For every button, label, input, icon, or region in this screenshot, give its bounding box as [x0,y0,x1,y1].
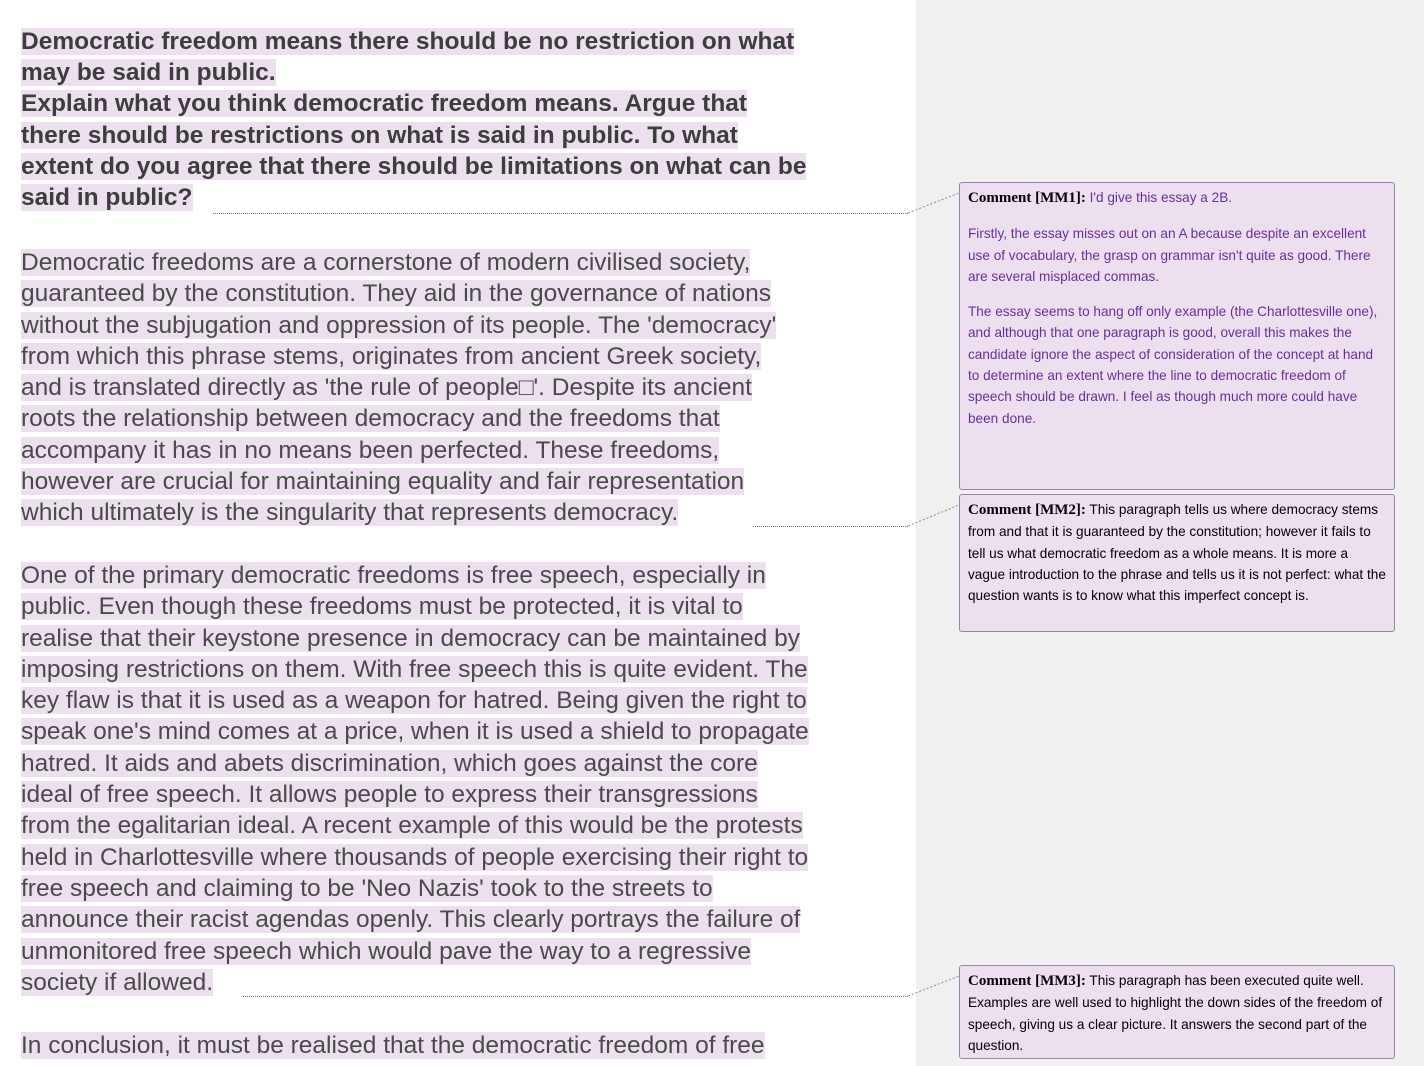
comment-mm2[interactable] [959,494,1395,632]
question-line: there should be restrictions on what is said in public. To what [21,121,738,149]
comment-anchor-line [213,213,908,214]
essay-paragraph-1[interactable] [21,247,906,529]
paragraph-line: public. Even though these freedoms must be protected, it is vital to [21,593,743,621]
comment-text: This paragraph tells us where democracy stems from and that it is guaranteed by the constitution; however it fails to tell us what democratic freedom as a whole means. It is more a vague introduction to the phrase and tells us it is not perfect: what the question wants is to know what this imperfect concept is. [968,502,1386,604]
paragraph-line: key flaw is that it is used as a weapon for hatred. Being given the right to [21,687,807,715]
paragraph-line: from which this phrase stems, originates from ancient Greek society, [21,342,762,370]
paragraph-line: however are crucial for maintaining equality and fair representation [21,468,745,496]
paragraph-line: ideal of free speech. It allows people to express their transgressions [21,781,758,809]
comment-anchor-line [243,996,908,997]
paragraph-line: and is translated directly as 'the rule of people□'. Despite its ancient [21,374,752,402]
paragraph-line: from the egalitarian ideal. A recent example of this would be the protests [21,812,803,840]
question-line: Democratic freedom means there should be no restriction on what [21,28,795,55]
paragraph-line: announce their racist agendas openly. This clearly portrays the failure of [21,906,801,934]
comment-text: Firstly, the essay misses out on an A because despite an excellent use of vocabulary, the grasp on grammar isn't quite as good. There are several misplaced commas. [968,226,1371,284]
paragraph-line: One of the primary democratic freedoms is free speech, especially in [21,562,766,589]
paragraph-line: free speech and claiming to be 'Neo Nazis' took to the streets to [21,874,713,902]
comment-text: This paragraph has been executed quite well. Examples are well used to highlight the down sides of the freedom of speech, giving us a clear picture. It answers the second part of the question. [968,973,1383,1053]
paragraph-line: unmonitored free speech which would pave the way to a regressive [21,937,751,965]
essay-paragraph-2[interactable] [21,560,906,998]
comment-mm3[interactable] [959,965,1395,1059]
essay-paragraph-3[interactable] [21,1030,906,1061]
question-line: may be said in public. [21,59,276,87]
paragraph-line: guaranteed by the constitution. They aid in the governance of nations [21,280,772,308]
paragraph-line: which ultimately is the singularity that represents democracy. [21,499,679,527]
comment-label: Comment [MM3]: [968,973,1086,989]
comment-text: The essay seems to hang off only example (the Charlottesville one), and although that one paragraph is good, overall this makes the candidate ignore the aspect of consideration of the concept at hand to determine an extent where the line to democratic freedom of speech should be drawn. I feel as though much more could have been done. [968,304,1378,426]
comment-mm1[interactable] [959,182,1395,490]
paragraph-line: roots the relationship between democracy and the freedoms that [21,405,720,433]
paragraph-line: society if allowed. [21,968,214,996]
paragraph-line: Democratic freedoms are a cornerstone of modern civilised society, [21,249,751,276]
paragraph-line: In conclusion, it must be realised that the democratic freedom of free [21,1032,765,1059]
comment-text: I'd give this essay a 2B. [1089,190,1233,205]
comment-label: Comment [MM2]: [968,502,1086,518]
paragraph-line: speak one's mind comes at a price, when it is used a shield to propagate [21,718,809,746]
essay-question[interactable] [21,26,906,213]
paragraph-line: realise that their keystone presence in democracy can be maintained by [21,624,800,652]
question-line: extent do you agree that there should be limitations on what can be [21,152,807,180]
paragraph-line: accompany it has in no means been perfected. These freedoms, [21,436,720,464]
comment-anchor-line [753,526,908,527]
comment-label: Comment [MM1]: [968,190,1086,206]
paragraph-line: hatred. It aids and abets discrimination, which goes against the core [21,749,758,777]
paragraph-line: without the subjugation and oppression of its people. The 'democracy' [21,311,777,339]
question-line: Explain what you think democratic freedom means. Argue that [21,90,748,118]
paragraph-line: held in Charlottesville where thousands of people exercising their right to [21,843,809,871]
paragraph-line: imposing restrictions on them. With free speech this is quite evident. The [21,655,808,683]
question-line: said in public? [21,184,193,212]
